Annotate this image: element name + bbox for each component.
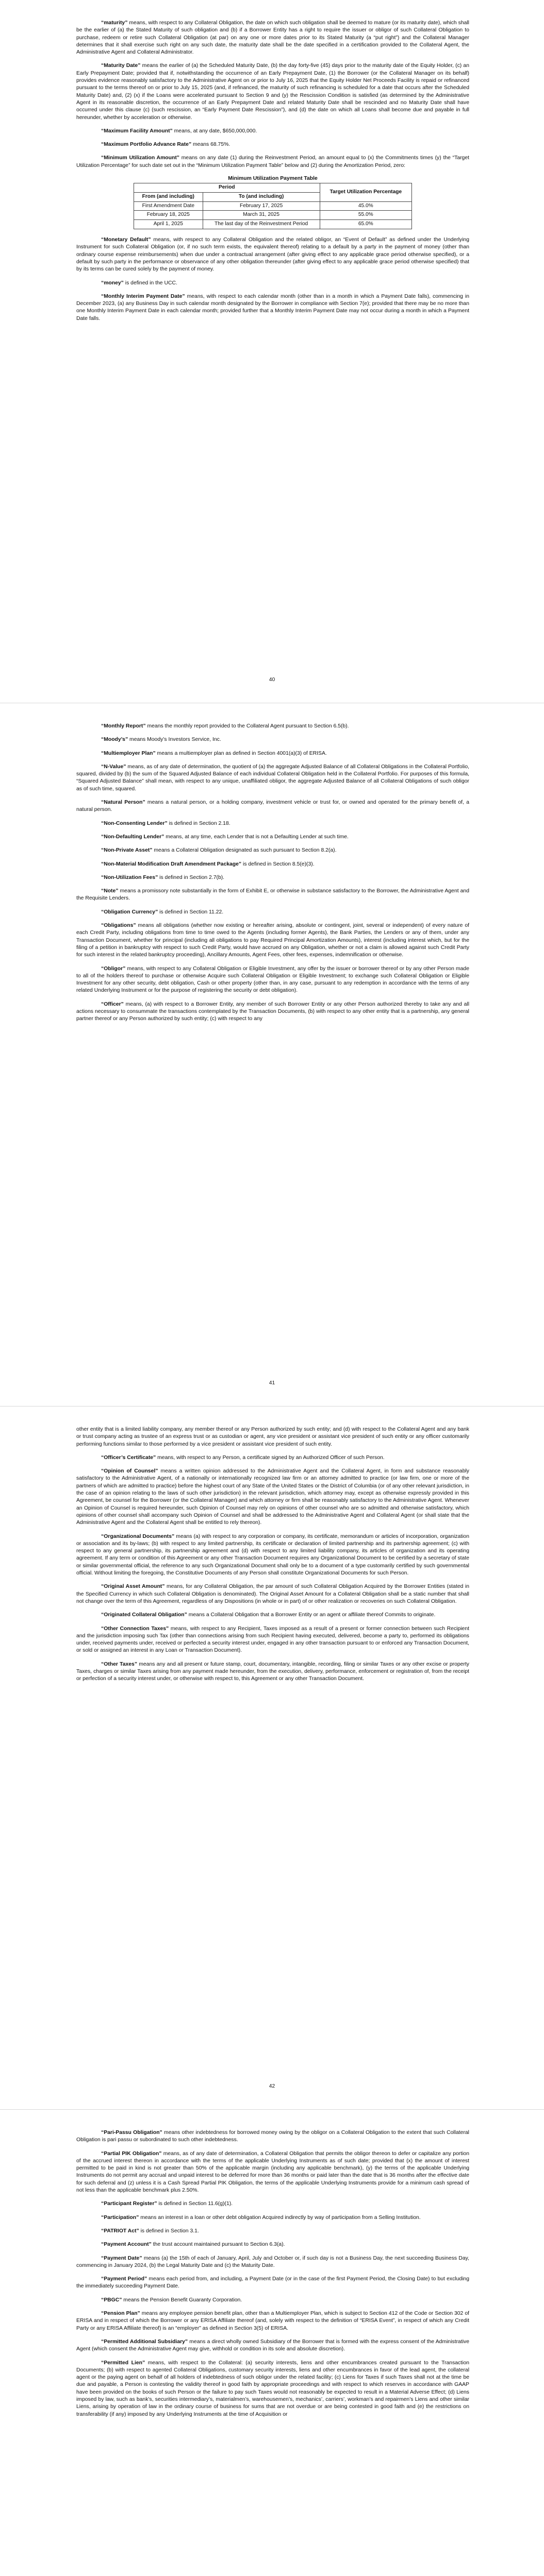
page-number: 42 (269, 2083, 275, 2089)
table-row (134, 220, 412, 229)
table-row (134, 201, 412, 211)
page-41 (0, 703, 544, 1406)
definition-organizational-documents: “Organizational Documents” means (a) with respect to any corporation or company, its certificate, memorandum or articles of incorporation, organization or association and its by-laws; (b) with respect to any limited partnership, its certificate or declaration of limited partnership and its partnership agreement; (c) with respect to any general partnership, its partnership agreement and (d) with respect to any limited liability company, its articles of organization and its operating agreement. If any term or condition of this Agreement or any other Transaction Document requires any Organizational Document to be certified by a secretary of state or similar governmental official, the reference to any such Organizational Document shall only be to a document of a type customarily certified by such governmental official. Without limiting the foregoing, the Constitutive Documents of any Person shall constitute Organizational Documents for such Person. (76, 1533, 469, 1577)
definition-pension-plan: “Pension Plan” means any employee pension benefit plan, other than a Multiemployer Plan, which is subject to Section 412 of the Code or Section 302 of ERISA and in respect of which the Borrower or any ERISA Affiliate thereof (and, solely with respect to the definition of “ERISA Event”, in respect of which any Credit Party or any ERISA Affiliate thereof) is an “employer” as defined in Section 3(5) of ERISA. (76, 2311, 469, 2331)
definition-monthly-report: “Monthly Report” means the monthly report provided to the Collateral Agent pursuant to Section 6.5(b). (101, 723, 349, 729)
table-row (134, 211, 412, 220)
definition-minimum-utilization-amount: “Minimum Utilization Amount” means on any date (1) during the Reinvestment Period, an amount equal to (x) the Commitments times (y) the “Target Utilization Percentage” for such date set out in the “Minimum Utilization Payment Table” below and (2) during the Amortization Period, zero: (76, 155, 470, 168)
table-cell-target: 65.0% (320, 220, 411, 229)
definition-permitted-additional-subsidiary: “Permitted Additional Subsidiary” means a direct wholly owned Subsidiary of the Borrower that is formed with the express consent of the Administrative Agent (which consent the Administrative Agent may give, withhold or condition in its sole and absolute discretion). (76, 2338, 469, 2352)
table-cell-to: The last day of the Reinvestment Period (203, 220, 320, 229)
from-header: From (and including) (134, 192, 203, 201)
table-cell-target: 55.0% (320, 211, 411, 220)
page-number: 40 (269, 677, 275, 683)
definition-maturity: “maturity” means, with respect to any Collateral Obligation, the date on which such obligation shall be deemed to mature (or its maturity date), which shall be the earlier of (a) the Stated Maturity of such obligation and (b) if a Borrower Entity has a right to require the issuer or obligor of such Collateral Obligation to purchase, redeem or retire such Collateral Obligation (at par) on any one or more dates prior to its Stated Maturity (a “put right”) and the Collateral Manager determines that it shall exercise such right on any such date, the maturity date shall be the date specified in a certification provided to the Collateral Agent, the Administrative Agent and Collateral Administrator. (76, 20, 469, 56)
definition-money: “money” is defined in the UCC. (101, 280, 177, 286)
definition-non-utilization-fees: “Non-Utilization Fees” is defined in Section 2.7(b). (101, 874, 225, 880)
definition-officer: “Officer” means, (a) with respect to a Borrower Entity, any member of such Borrower Entity or any other Person authorized thereby to take any and all actions necessary to consummate the transactions contemplated by the Transaction Documents, (b) with respect to any other entity that is a partnership, any general partner thereof or any Person authorized by such entity; (c) with respect to any (76, 1001, 469, 1022)
table-cell-from: February 18, 2025 (134, 211, 203, 220)
definition-multiemployer-plan: “Multiemployer Plan” means a multiemployer plan as defined in Section 4001(a)(3) of ERISA. (101, 750, 327, 756)
period-header: Period (134, 183, 320, 193)
definition-other-connection-taxes: “Other Connection Taxes” means, with respect to any Recipient, Taxes imposed as a result of a present or former connection between such Recipient and the jurisdiction imposing such Tax (other than connections arising from such Recipient having executed, delivered, become a party to, performed its obligations under, received payments under, received or perfected a security interest under, engaged in any other transaction pursuant to or enforced any Transaction Document, or sold or assigned an interest in any Loan or Transaction Document). (76, 1625, 469, 1654)
definition-other-taxes: “Other Taxes” means any and all present or future stamp, court, documentary, intangible, recording, filing or similar Taxes or any other excise or property Taxes, charges or similar Taxes arising from any payment made hereunder, from the execution, delivery, performance, enforcement or registration of, from the receipt or perfection of a security interest under, or otherwise with respect to, this Agreement or any other Transaction Document. (76, 1661, 469, 1682)
definition-monthly-interim-payment-date: “Monthly Interim Payment Date” means, with respect to each calendar month (other than in a month in which a Payment Date falls), commencing in December 2023, (a) any Business Day in such calendar month designated by the Borrower in compliance with Section 7(e); provided that there may be no more than one Monthly Interim Payment Date in each calendar month; provided further that a Monthly Interim Payment Date may not occur during a month in which a Payment Date falls. (76, 293, 469, 321)
page-number: 41 (269, 1380, 275, 1386)
table-cell-from: April 1, 2025 (134, 220, 203, 229)
definition-officer-continued: other entity that is a limited liability company, any member thereof or any Person authorized by such entity; and (d) with respect to the Collateral Agent and any bank or trust company acting as trustee of an express trust or as custodian or agent, any vice president or assistant vice president of such entity or any officer customarily performing functions similar to those performed by a vice president or assistant vice president of such entity. (76, 1427, 469, 1447)
definition-monetary-default: “Monetary Default” means, with respect to any Collateral Obligation and the related obligor, an “Event of Default” as defined under the Underlying Instrument for such Collateral Obligation (or, if no such term exists, the equivalent thereof) relating to a default by a party in the payment of money (other than ordinary course expense reimbursements) when due under a contractual arrangement (after giving effect to any applicable grace period otherwise specified), or a default by such party in the performance or observance of any other obligation thereunder (after giving effect to any applicable grace period otherwise specified) that by its terms can be cured solely by the payment of money. (76, 237, 469, 273)
definition-payment-account: “Payment Account” the trust account maintained pursuant to Section 6.3(a). (101, 2242, 285, 2248)
to-header: To (and including) (203, 192, 320, 201)
definition-moodys: “Moody’s” means Moody’s Investors Service, Inc. (101, 737, 221, 743)
definition-non-material-modification: “Non-Material Modification Draft Amendment Package” is defined in Section 8.5(e)(3). (101, 861, 315, 867)
definition-note: “Note” means a promissory note substantially in the form of Exhibit E, or otherwise in substance satisfactory to the Borrower, the Administrative Agent and the Requisite Lenders. (76, 888, 469, 902)
definition-originated-collateral-obligation: “Originated Collateral Obligation” means a Collateral Obligation that a Borrower Entity or an agent or affiliate thereof Commits to originate. (101, 1612, 436, 1618)
definition-officers-certificate: “Officer’s Certificate” means, with respect to any Person, a certificate signed by an Authorized Officer of such Person. (101, 1454, 385, 1461)
definition-pari-passu-obligation: “Pari-Passu Obligation” means other indebtedness for borrowed money owing by the obligor on a Collateral Obligation to the extent that such Collateral Obligation is pari passu or subordinated to such other indebtedness. (76, 2130, 469, 2143)
definition-participant-register: “Participant Register” is defined in Section 11.6(g)(1). (101, 2201, 233, 2207)
definition-maximum-facility-amount: “Maximum Facility Amount” means, at any date, $650,000,000. (101, 128, 257, 134)
definition-participation: “Participation” means an interest in a loan or other debt obligation Acquired indirectly by way of participation from a Selling Institution. (101, 2214, 421, 2221)
definition-permitted-lien: “Permitted Lien” means, with respect to the Collateral: (a) security interests, liens and other encumbrances created pursuant to the Transaction Documents; (b) with respect to agented Collateral Obligations, customary security interests, liens and other encumbrances in favor of the lead agent, the collateral agent or the paying agent on behalf of all holders of indebtedness of such obligor under the related facility; (c) Liens for Taxes if such Taxes shall not at the time be due and payable, a Person is contesting the validity thereof in good faith by appropriate proceedings and with respect to which reserves in accordance with GAAP have been provided on the books of such Person or the failure to pay such Taxes would not reasonably be expected to result in a Material Adverse Effect; (d) Liens imposed by law, such as bank’s, securities intermediary’s, materialmen’s, warehousemen’s, mechanics’, carriers’, workman’s and repairmen’s Liens and other similar Liens, arising by operation of law in the ordinary course of business for sums that are not overdue or are being contested in good faith and (e) the restrictions on transferability (if any) imposed by any Underlying Instruments at the time of Acquisition or (76, 2360, 469, 2417)
definition-original-asset-amount: “Original Asset Amount” means, for any Collateral Obligation, the par amount of such Collateral Obligation Acquired by the Borrower Entities (stated in the Specified Currency in which such Collateral Obligation is denominated). The Original Asset Amount for a Collateral Obligation shall be a static number that shall not change over the term of this Agreement, regardless of any Dispositions (in whole or in part) of or other realization or recoveries on such Collateral Obligation. (76, 1584, 470, 1604)
page-42 (0, 1406, 544, 2110)
definition-payment-date: “Payment Date” means (a) the 15th of each of January, April, July and October or, if such day is not a Business Day, the next succeeding Business Day, commencing in January 2024, (b) the Legal Maturity Date and (c) the Maturity Date. (76, 2255, 469, 2268)
table-cell-to: February 17, 2025 (203, 201, 320, 211)
definition-maturity-date: “Maturity Date” means the earlier of (a) the Scheduled Maturity Date, (b) the day forty-five (45) days prior to the maturity date of the Equity Holder, (c) an Early Prepayment Date; provided that if, notwithstanding the occurrence of an Early Prepayment Date, (1) the Borrower (or the Collateral Manager on its behalf) provides evidence reasonably satisfactory to the Administrative Agent on or prior to July 16, 2025 that the Equity Holder Net Proceeds Facility is repaid or refinanced pursuant to the terms thereof on or prior to July 15, 2025 (and, if refinanced, the maturity of such refinancing is scheduled for a date that occurs after the Scheduled Maturity Date) and, (2) (x) if the Loans were accelerated pursuant to Section 9 and (y) the Rescission Condition is satisfied (as determined by the Administrative Agent in its reasonable discretion, the occurrence of an Early Prepayment Date and related Maturity Date shall be rescinded and no Maturity Date shall have occurred under this clause (c) (such rescission, an “Early Payment Date Rescission”), and (d) the date on which all Loans shall become due and payable in full hereunder, whether by acceleration or otherwise. (76, 63, 469, 121)
definition-n-value: “N-Value” means, as of any date of determination, the quotient of (a) the aggregate Adjusted Balance of all Collateral Obligations in the Collateral Portfolio, squared, divided by (b) the sum of the Squared Adjusted Balance of each individual Collateral Obligation held in the Collateral Portfolio. For purposes of this formula, “Squared Adjusted Balance” shall mean, with respect to any unique, unaffiliated obligor, the aggregate Adjusted Balance of all Collateral Obligations of such obligor as of such time, squared. (76, 764, 469, 792)
definition-non-defaulting-lender: “Non-Defaulting Lender” means, at any time, each Lender that is not a Defaulting Lender at such time. (101, 834, 349, 840)
table-cell-target: 45.0% (320, 201, 411, 211)
definition-natural-person: “Natural Person” means a natural person, or a holding company, investment vehicle or trust for, or owned and operated for the primary benefit of, a natural person. (76, 800, 469, 813)
definition-obligation-currency: “Obligation Currency” is defined in Section 11.22. (101, 909, 224, 915)
definition-opinion-of-counsel: “Opinion of Counsel” means a written opinion addressed to the Administrative Agent and the Collateral Agent, in form and substance reasonably satisfactory to the Administrative Agent, of a nationally or internationally recognized law firm or an attorney admitted to practice (or law firm, one or more of the partners of which are admitted to practice) before the highest court of any State of the United States or the District of Columbia (or of any other relevant jurisdiction, in the case of an opinion relating to the laws of such other jurisdiction) in the relevant jurisdiction, which attorney may, except as otherwise expressly provided in this Agreement, be counsel for the Borrower (or the Collateral Manager) and which attorney or firm shall be reasonably satisfactory to the Administrative Agent. Whenever an Opinion of Counsel is required hereunder, such Opinion of Counsel may rely on opinions of other counsel who are so admitted and otherwise satisfactory, which opinions of other counsel shall accompany such Opinion of Counsel and shall be addressed to the Administrative Agent and Collateral Agent (or shall state that the Administrative Agent and the Collateral Agent shall be entitled to rely thereon). (76, 1468, 469, 1526)
definition-partial-pik-obligation: “Partial PIK Obligation” means, as of any date of determination, a Collateral Obligation that permits the obligor thereon to defer or capitalize any portion of the accrued interest thereon in accordance with the terms of the applicable Underlying Instruments as of such date; provided that (x) the amount of interest permitted to be paid in kind is not greater than 50% of the applicable margin (including any applicable benchmark), (y) the terms of the applicable Underlying Instruments do not permit any accrual and unpaid interest to be deferred for more than 36 months or paid later than the date that is 36 months after the effective date for such deferral and (z) unless it is a Cash Spread Partial PIK Obligation, the terms of the applicable Underlying Instruments provide for a minimum cash spread of not less than the applicable benchmark plus 2.50%. (76, 2150, 469, 2194)
definition-non-consenting-lender: “Non-Consenting Lender” is defined in Section 2.18. (101, 820, 230, 826)
table-title: Minimum Utilization Payment Table (228, 176, 318, 182)
definition-obligations: “Obligations” means all obligations (whether now existing or hereafter arising, absolute or contingent, joint, several or independent) of every nature of each Credit Party, including obligations from time to time owed to the Agents (including former Agents), the Bank Parties, the Lenders or any of them, under any Transaction Document, whether for principal (including all obligations to pay Required Principal Amortization Amounts), interest (including interest which, but for the filing of a petition in bankruptcy with respect to such Credit Party, would have accrued on any Obligation, whether or not a claim is allowed against such Credit Party for such interest in the related bankruptcy proceeding), Ancillary Amounts, Agent Fees, other fees, expenses, indemnification or otherwise. (76, 923, 469, 958)
definition-offer: “Obligor” means, with respect to any Collateral Obligation or Eligible Investment, any offer by the issuer or borrower thereof or by any other Person made to all of the holders thereof to purchase or otherwise Acquire such Collateral Obligation or Eligible Investment; to exchange such Collateral Obligation or Eligible Investment for any other security, debt obligation, Cash or other property (other than, in any case, pursuant to any redemption in accordance with the terms of any related Underlying Instrument or for the purpose of registering the security or debt obligation). (76, 965, 469, 994)
minimum-utilization-payment-table (134, 183, 412, 229)
table-cell-to: March 31, 2025 (203, 211, 320, 220)
target-utilization-header: Target Utilization Percentage (320, 183, 411, 202)
definition-maximum-portfolio-advance-rate: “Maximum Portfolio Advance Rate” means 68.75%. (101, 142, 230, 148)
definition-pbgc: “PBGC” means the Pension Benefit Guaranty Corporation. (101, 2297, 242, 2303)
definition-non-private-asset: “Non-Private Asset” means a Collateral Obligation designated as such pursuant to Section 8.2(a). (101, 848, 337, 854)
page-43 (0, 2110, 544, 2576)
table-cell-from: First Amendment Date (134, 201, 203, 211)
definition-payment-period: “Payment Period” means each period from, and including, a Payment Date (or in the case of the first Payment Period, the Closing Date) to but excluding the immediately succeeding Payment Date. (76, 2276, 469, 2290)
page-40 (0, 0, 544, 703)
definition-patriot-act: “PATRIOT Act” is defined in Section 3.1. (101, 2228, 199, 2234)
